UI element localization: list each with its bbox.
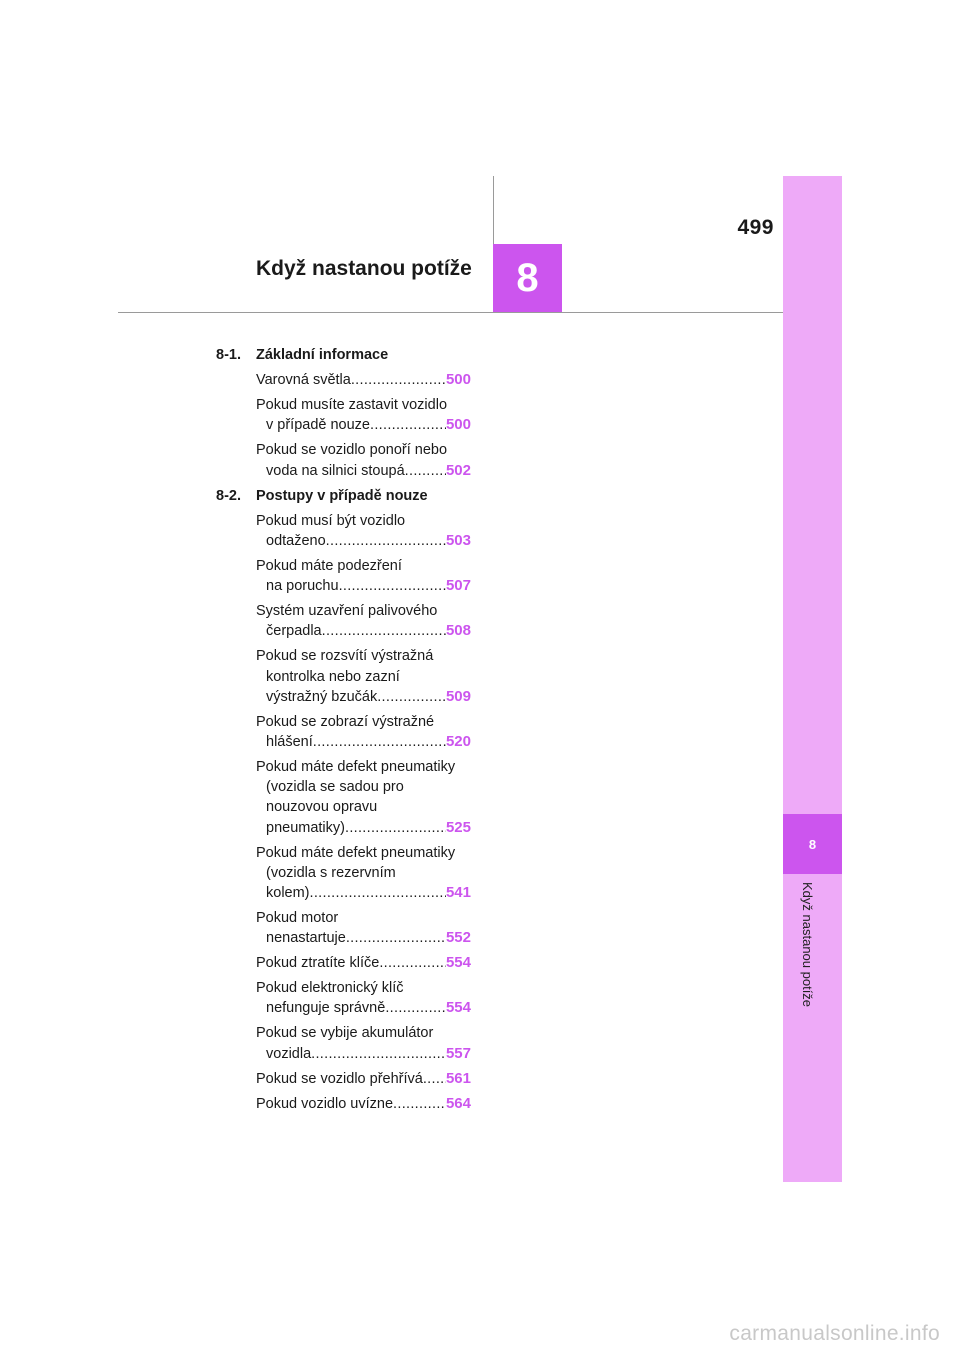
toc-entry-text: odtaženo (266, 533, 326, 550)
toc-entry[interactable] (256, 1023, 471, 1063)
toc-entry-text: na poruchu (266, 578, 339, 595)
toc-entry-text: výstražný bzučák (266, 688, 378, 705)
dot-leader (379, 953, 446, 973)
dot-leader (370, 415, 446, 435)
toc-entry[interactable] (256, 978, 471, 1018)
toc-entry-leader-row (256, 928, 471, 948)
header-divider-vertical (493, 176, 494, 244)
toc-page-link[interactable]: 520 (445, 733, 471, 751)
toc-entry-text: Pokud se vozidlo ponoří nebo (256, 442, 448, 459)
toc-entry-leader-row (256, 818, 471, 838)
section-number: 8-1. (216, 347, 241, 363)
toc-entry[interactable] (256, 601, 471, 641)
toc-entry[interactable] (256, 440, 471, 480)
page-number: 499 (737, 216, 774, 239)
toc-entry-leader-row (256, 732, 471, 752)
toc-page-link[interactable]: 561 (445, 1069, 471, 1087)
dot-leader (310, 883, 446, 903)
watermark: carmanualsonline.info (729, 1322, 940, 1345)
toc-entry-text: Systém uzavření palivového (256, 603, 438, 620)
toc-entry-leader-row (256, 461, 471, 481)
toc-entry[interactable] (256, 370, 471, 390)
toc-page-link[interactable]: 502 (445, 461, 471, 479)
toc-page-link[interactable]: 557 (445, 1044, 471, 1062)
toc-entry[interactable] (256, 843, 471, 904)
section-title: Základní informace (256, 347, 389, 363)
toc-entry-text: Pokud ztratíte klíče (256, 955, 380, 972)
toc-entry[interactable] (256, 511, 471, 551)
toc-page-link[interactable]: 503 (445, 532, 471, 550)
toc-entry-text: Varovná světla (256, 372, 351, 389)
dot-leader (351, 370, 446, 390)
toc-entry-leader-row (256, 1044, 471, 1064)
toc-entry-text: kolem) (266, 885, 310, 902)
toc-entry-leader-row (256, 415, 471, 435)
toc-page-link[interactable]: 564 (445, 1094, 471, 1112)
dot-leader (423, 1069, 446, 1089)
toc-entry-leader-row (256, 370, 471, 390)
toc-entry-text: nouzovou opravu (266, 799, 378, 816)
toc-page-link[interactable]: 509 (445, 687, 471, 705)
chapter-number-box: 8 (493, 244, 562, 313)
toc-entry-text: nenastartuje (266, 930, 346, 947)
toc-entry-text: Pokud máte podezření (256, 558, 402, 575)
toc-entry[interactable] (256, 556, 471, 596)
toc-page-link[interactable]: 500 (445, 371, 471, 389)
dot-leader (385, 998, 446, 1018)
toc-entry-text: voda na silnici stoupá (266, 462, 405, 479)
toc-page-link[interactable]: 554 (445, 999, 471, 1017)
toc-page-link[interactable]: 541 (445, 884, 471, 902)
toc-entry-leader-row (256, 621, 471, 641)
toc-entry-text: vozidla (266, 1045, 312, 1062)
dot-leader (346, 928, 446, 948)
toc-page-link[interactable]: 525 (445, 818, 471, 836)
side-tab (783, 176, 842, 1182)
toc-entry-leader-row (256, 998, 471, 1018)
toc-entry-text: čerpadla (266, 623, 322, 640)
toc-section-heading (216, 486, 471, 506)
toc-entry-text: Pokud se vozidlo přehřívá (256, 1070, 423, 1087)
toc-entry[interactable] (256, 908, 471, 948)
dot-leader (322, 621, 446, 641)
toc-entry-leader-row (256, 687, 471, 707)
header-rule (118, 312, 783, 313)
toc-entry-text: Pokud máte defekt pneumatiky (256, 844, 456, 861)
toc-entry-text: hlášení (266, 734, 313, 751)
toc-page-link[interactable]: 552 (445, 929, 471, 947)
toc-entry-leader-row (256, 1094, 471, 1114)
toc-entry-text: (vozidla se sadou pro (266, 779, 404, 796)
toc-entry[interactable] (256, 712, 471, 752)
toc-entry-text: pneumatiky) (266, 819, 345, 836)
toc-page-link[interactable]: 554 (445, 954, 471, 972)
dot-leader (339, 576, 446, 596)
toc-entry-text: Pokud elektronický klíč (256, 980, 404, 997)
toc-entry[interactable] (256, 1069, 471, 1089)
dot-leader (311, 1044, 446, 1064)
toc-page-link[interactable]: 508 (445, 622, 471, 640)
dot-leader (313, 732, 446, 752)
toc-entry-text: v případě nouze (266, 417, 370, 434)
dot-leader (345, 818, 446, 838)
toc-entry-text: Pokud se rozsvítí výstražná (256, 648, 434, 665)
toc-entry-text: kontrolka nebo zazní (266, 668, 400, 685)
toc-page-link[interactable]: 500 (445, 416, 471, 434)
toc-entry[interactable] (256, 646, 471, 707)
toc-entry-leader-row (256, 576, 471, 596)
toc-entry-text: Pokud se vybije akumulátor (256, 1025, 434, 1042)
dot-leader (326, 531, 446, 551)
toc-entry-text: Pokud vozidlo uvízne (256, 1095, 394, 1112)
toc-entry-leader-row (256, 531, 471, 551)
toc-entry-text: nefunguje správně (266, 1000, 386, 1017)
toc-entry-text: Pokud se zobrazí výstražné (256, 713, 435, 730)
toc-entry[interactable] (256, 395, 471, 435)
dot-leader (377, 687, 446, 707)
toc-page-link[interactable]: 507 (445, 577, 471, 595)
chapter-title: Když nastanou potíže (256, 257, 472, 280)
toc-entry-text: Pokud musí být vozidlo (256, 512, 406, 529)
table-of-contents (216, 345, 471, 1119)
toc-entry-text: Pokud motor (256, 910, 339, 927)
toc-entry-leader-row (256, 1069, 471, 1089)
toc-entry-text: Pokud máte defekt pneumatiky (256, 759, 456, 776)
section-title: Postupy v případě nouze (256, 487, 428, 504)
toc-entry[interactable] (256, 953, 471, 973)
toc-entry-leader-row (256, 883, 471, 903)
dot-leader (405, 461, 446, 481)
toc-entry[interactable] (256, 1094, 471, 1114)
side-tab-number[interactable]: 8 (783, 814, 842, 874)
side-tab-label: Když nastanou potíže (800, 882, 815, 1008)
toc-section-heading (216, 345, 471, 365)
toc-entry-text: (vozidla s rezervním (266, 864, 396, 881)
section-number: 8-2. (216, 487, 241, 504)
toc-entry-text: Pokud musíte zastavit vozidlo (256, 397, 448, 414)
dot-leader (393, 1094, 446, 1114)
toc-entry[interactable] (256, 757, 471, 838)
toc-entry-leader-row (256, 953, 471, 973)
